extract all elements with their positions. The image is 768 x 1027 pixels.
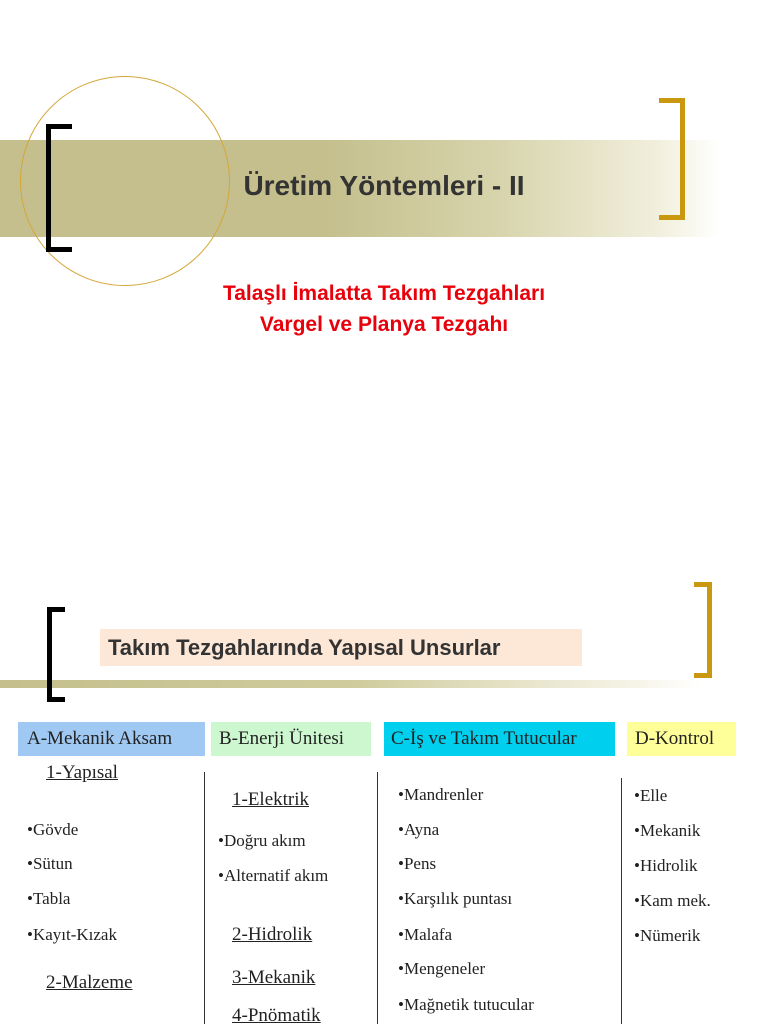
left-bracket-icon xyxy=(47,607,65,702)
list-item: •Gövde xyxy=(27,820,79,839)
list-item: •Ayna xyxy=(398,820,440,839)
list-item: •Nümerik xyxy=(634,926,701,945)
column-header-kontrol: D-Kontrol xyxy=(627,722,736,756)
section-elektrik: 1-Elektrik xyxy=(232,789,310,810)
list-item: •Alternatif akım xyxy=(218,866,329,885)
section-hidrolik: 2-Hidrolik xyxy=(232,924,313,945)
list-item: •Malafa xyxy=(398,925,453,944)
section-title: Takım Tezgahlarında Yapısal Unsurlar xyxy=(100,629,582,666)
list-item: •Sütun xyxy=(27,854,73,873)
column-divider xyxy=(204,772,205,1024)
column-divider xyxy=(377,772,378,1024)
list-item: •Pens xyxy=(398,854,437,873)
slide-subtitle-line2: Vargel ve Planya Tezgahı xyxy=(259,313,509,336)
list-item: •Tabla xyxy=(27,889,71,908)
list-item: •Mandrenler xyxy=(398,785,484,804)
section-yapisal: 1-Yapısal xyxy=(46,762,118,783)
right-bracket-icon xyxy=(694,582,712,678)
title-band xyxy=(0,680,700,688)
section-pnomatik: 4-Pnömatik xyxy=(232,1005,321,1026)
list-item: •Kayıt-Kızak xyxy=(27,925,117,944)
list-item: •Karşılık puntası xyxy=(398,889,513,908)
slide-title: Üretim Yöntemleri - II xyxy=(243,170,525,201)
list-item: •Doğru akım xyxy=(218,831,306,850)
list-item: •Elle xyxy=(634,786,668,805)
list-item: •Hidrolik xyxy=(634,856,698,875)
column-header-tutucular: C-İş ve Takım Tutucular xyxy=(384,722,615,756)
column-divider xyxy=(621,778,622,1024)
section-malzeme: 2-Malzeme xyxy=(46,972,133,993)
column-header-mekanik: A-Mekanik Aksam xyxy=(18,722,205,756)
list-item: •Mekanik xyxy=(634,821,701,840)
list-item: •Kam mek. xyxy=(634,891,711,910)
list-item: •Mağnetik tutucular xyxy=(398,995,534,1014)
slide-subtitle-line1: Talaşlı İmalatta Takım Tezgahları xyxy=(222,282,546,305)
section-mekanik: 3-Mekanik xyxy=(232,967,316,988)
column-header-enerji: B-Enerji Ünitesi xyxy=(211,722,371,756)
list-item: •Mengeneler xyxy=(398,959,486,978)
